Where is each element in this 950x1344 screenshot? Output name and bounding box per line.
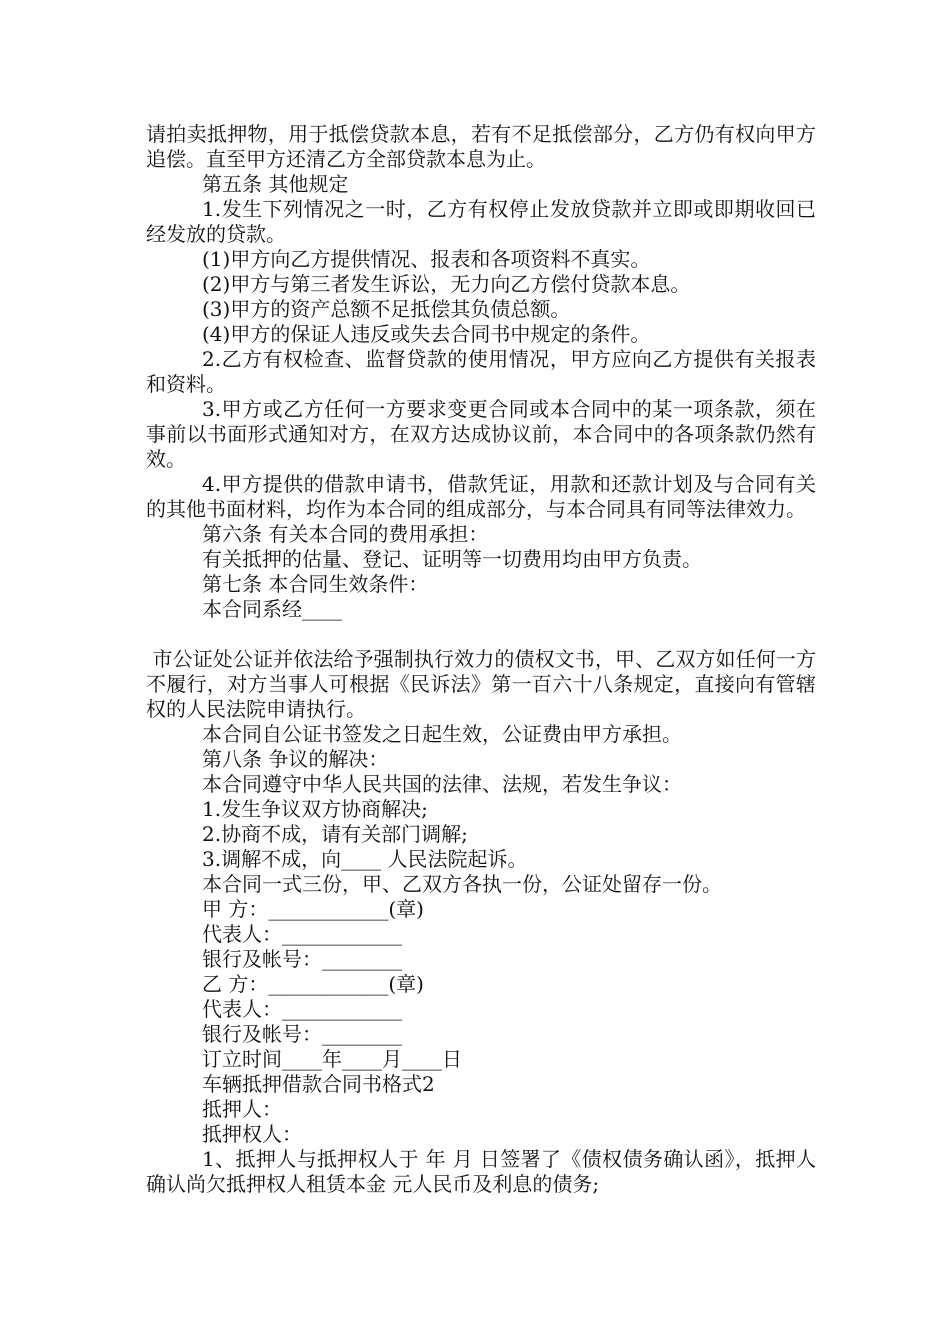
paragraph: 请拍卖抵押物，用于抵偿贷款本息，若有不足抵偿部分，乙方仍有权向甲方追偿。直至甲方还清乙方全部贷款本息为止。 (146, 122, 816, 171)
party-b-line: 乙 方：____________(章) (202, 972, 424, 996)
mortgagee-label: 抵押权人： (202, 1122, 302, 1146)
paragraph: 2.乙方有权检查、监督贷款的使用情况，甲方应向乙方提供有关报表和资料。 (146, 347, 816, 396)
list-item: (1)甲方向乙方提供情况、报表和各项资料不真实。 (202, 247, 651, 271)
paragraph: 本合同一式三份，甲、乙双方各执一份，公证处留存一份。 (202, 872, 722, 896)
section-title: 车辆抵押借款合同书格式2 (202, 1072, 435, 1096)
mortgagor-label: 抵押人： (202, 1097, 282, 1121)
paragraph: 市公证处公证并依法给予强制执行效力的债权文书，甲、乙双方如任何一方不履行，对方当事人可根据《民诉法》第一百六十八条规定，直接向有管辖权的人民法院申请执行。 (146, 647, 816, 721)
paragraph: 1.发生下列情况之一时，乙方有权停止发放贷款并立即或即期收回已经发放的贷款。 (146, 197, 816, 246)
blank-line (146, 622, 816, 647)
paragraph: 4.甲方提供的借款申请书，借款凭证，用款和还款计划及与合同有关的其他书面材料，均作为本合同的组成部分，与本合同具有同等法律效力。 (146, 472, 816, 521)
list-item: (2)甲方与第三者发生诉讼，无力向乙方偿付贷款本息。 (202, 272, 691, 296)
list-item: 1.发生争议双方协商解决; (202, 797, 428, 821)
paragraph: 本合同系经____ (202, 597, 342, 621)
article-heading-7: 第七条 本合同生效条件： (202, 572, 429, 596)
list-item: 3.调解不成，向____ 人民法院起诉。 (202, 847, 528, 871)
paragraph: 本合同遵守中华人民共国的法律、法规，若发生争议： (202, 772, 682, 796)
paragraph: 本合同自公证书签发之日起生效，公证费由甲方承担。 (202, 722, 682, 746)
list-item: (4)甲方的保证人违反或失去合同书中规定的条件。 (202, 322, 651, 346)
article-heading-8: 第八条 争议的解决： (202, 747, 389, 771)
list-item: (3)甲方的资产总额不足抵偿其负债总额。 (202, 297, 571, 321)
paragraph: 有关抵押的估量、登记、证明等一切费用均由甲方负责。 (202, 547, 702, 571)
paragraph: 1、抵押人与抵押权人于 年 月 日签署了《债权债务确认函》，抵押人确认尚欠抵押权人租赁本金 元人民币及利息的债务; (146, 1147, 816, 1196)
party-a-line: 甲 方：____________(章) (202, 897, 424, 921)
party-a-representative: 代表人：____________ (202, 922, 402, 946)
document-body (146, 122, 816, 1197)
list-item: 2.协商不成，请有关部门调解; (202, 822, 468, 846)
signing-date: 订立时间____年____月____日 (202, 1047, 462, 1071)
article-heading-5: 第五条 其他规定 (202, 172, 349, 196)
article-heading-6: 第六条 有关本合同的费用承担： (202, 522, 489, 546)
party-a-bank-account: 银行及帐号：________ (202, 947, 402, 971)
paragraph: 3.甲方或乙方任何一方要求变更合同或本合同中的某一项条款，须在事前以书面形式通知对方，在双方达成协议前，本合同中的各项条款仍然有效。 (146, 397, 816, 471)
party-b-bank-account: 银行及帐号：________ (202, 1022, 402, 1046)
party-b-representative: 代表人：____________ (202, 997, 402, 1021)
